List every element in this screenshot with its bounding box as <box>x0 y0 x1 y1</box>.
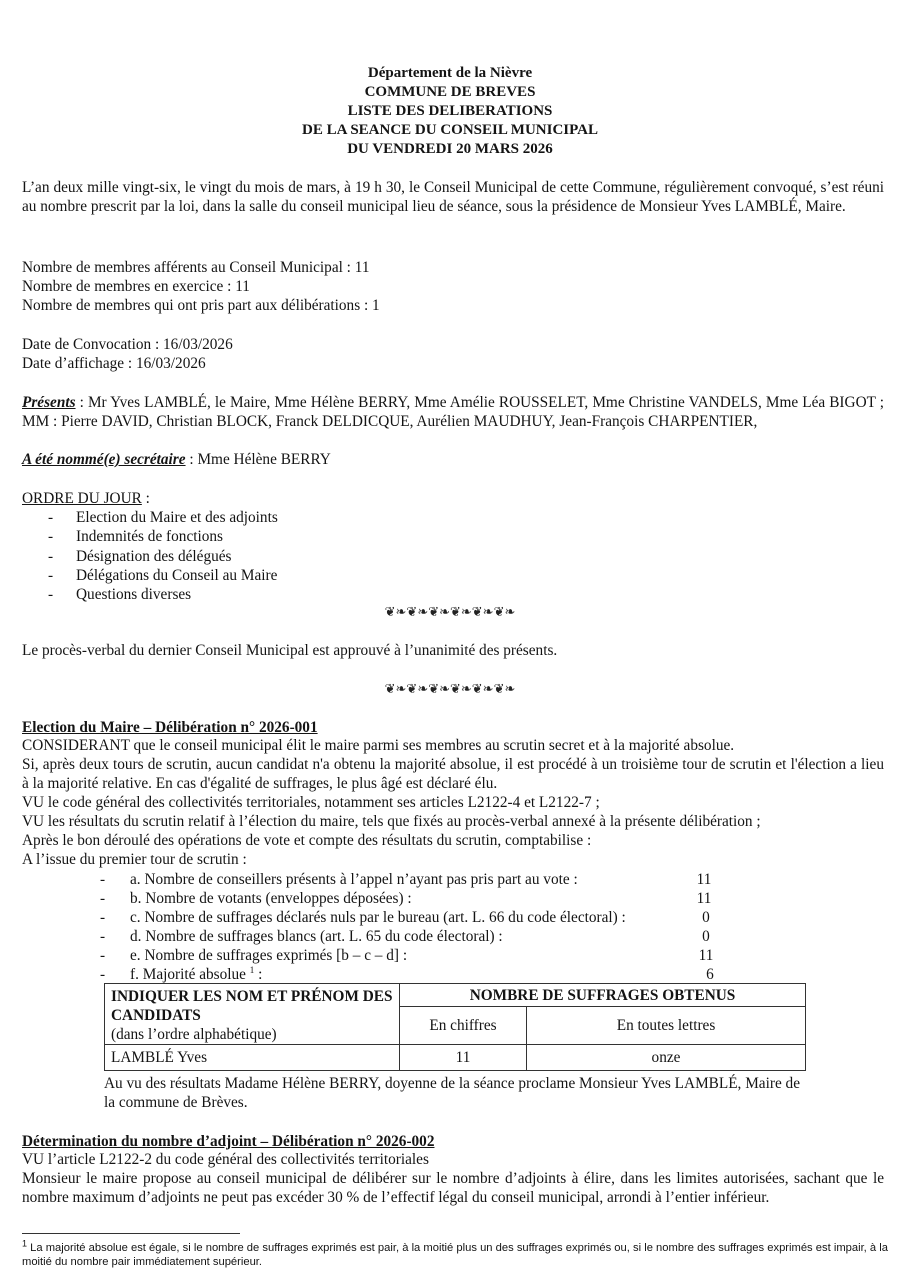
election-apres: Après le bon déroulé des opérations de vote et compte des résultats du scrutin, comptabilise : <box>22 832 592 849</box>
agenda-item-text: Désignation des délégués <box>76 547 232 565</box>
result-label: a. Nombre de conseillers présents à l’appel n’ayant pas pris part au vote : <box>130 871 578 888</box>
header-session: DE LA SEANCE DU CONSEIL MUNICIPAL <box>301 122 599 138</box>
result-label <box>130 965 262 984</box>
footnote-text: La majorité absolue est égale, si le nombre de suffrages exprimés est pair, à la moitié plus un des suffrages exprimés ou, si le nombre des suffrages exprimés est impair, à la moitié du nombre pair immédiatement supérieur. <box>22 1242 888 1268</box>
result-row <box>100 908 740 927</box>
election-considerant: CONSIDERANT que le conseil municipal élit le maire parmi ses membres au scrutin secret et à la majorité absolue. <box>22 737 735 754</box>
agenda-item <box>22 508 884 527</box>
agenda-item <box>22 527 884 546</box>
election-rules: Si, après deux tours de scrutin, aucun candidat n'a obtenu la majorité absolue, il est procédé à un troisième tour de scrutin et l'élection a lieu à la majorité relative. En cas d'égalité de suffrages, le plus âgé est déclaré élu. <box>22 756 884 792</box>
lettres-header: En toutes lettres <box>527 1007 806 1045</box>
agenda-dash: - <box>48 586 54 604</box>
presents-text: : Mr Yves LAMBLÉ, le Maire, Mme Hélène BERRY, Mme Amélie ROUSSELET, Mme Christine VANDELS, Mme Léa BIGOT ; MM : Pierre DAVID, Christian BLOCK, Franck DELDICQUE, Aurélien MAUDHUY, Jean-François CHARPENTIER, <box>22 394 884 430</box>
date-convocation: Date de Convocation : 16/03/2026 <box>22 336 233 353</box>
result-dash: - <box>100 947 106 964</box>
votes-header: NOMBRE DE SUFFRAGES OBTENUS <box>400 984 806 1007</box>
result-value: 11 <box>696 890 712 907</box>
footnote <box>22 1238 888 1269</box>
result-dash: - <box>100 966 106 983</box>
result-value: 11 <box>696 871 712 888</box>
agenda-dash: - <box>48 566 54 584</box>
candidate-votes-lettres: onze <box>527 1045 806 1071</box>
agenda-dash: - <box>48 547 54 565</box>
presents-paragraph <box>22 393 884 431</box>
header-department: Département de la Nièvre <box>367 65 533 81</box>
election-title: Election du Maire – Délibération n° 2026-001 <box>22 719 318 736</box>
election-body <box>22 736 884 869</box>
result-row <box>100 889 740 908</box>
agenda-item-text: Questions diverses <box>76 586 192 604</box>
candidate-votes-chiffres: 11 <box>400 1045 527 1071</box>
ornament-divider-icon: ❦❧❦❧❦❧❦❧❦❧❦❧ <box>384 604 516 619</box>
candidate-name: LAMBLÉ Yves <box>105 1045 400 1071</box>
result-dash: - <box>100 871 106 888</box>
candidates-table <box>104 983 806 1071</box>
header-list-title: LISTE DES DELIBERATIONS <box>347 103 553 119</box>
result-dash: - <box>100 909 106 926</box>
members-counts <box>22 258 884 315</box>
result-row <box>100 870 740 889</box>
ornament-divider-icon: ❦❧❦❧❦❧❦❧❦❧❦❧ <box>384 681 516 696</box>
secretary-text: : Mme Hélène BERRY <box>185 451 331 468</box>
agenda-item-text: Indemnités de fonctions <box>76 528 223 546</box>
result-dash: - <box>100 928 106 945</box>
header-date: DU VENDREDI 20 MARS 2026 <box>347 141 553 157</box>
result-label: c. Nombre de suffrages déclarés nuls par le bureau (art. L. 66 du code électoral) : <box>130 909 626 926</box>
table-row <box>105 1045 806 1071</box>
result-row <box>100 965 740 984</box>
result-row <box>100 927 740 946</box>
result-dash: - <box>100 890 106 907</box>
candidates-header-sub: (dans l’ordre alphabétique) <box>111 1026 277 1043</box>
election-conclusion: Au vu des résultats Madame Hélène BERRY, doyenne de la séance proclame Monsieur Yves LAMBLÉ, Maire de la commune de Brèves. <box>104 1075 800 1111</box>
result-label: e. Nombre de suffrages exprimés [b – c – d] : <box>130 947 408 964</box>
adjoints-body <box>22 1150 884 1207</box>
adjoints-vu: VU l’article L2122-2 du code général des collectivités territoriales <box>22 1151 429 1168</box>
agenda-item <box>22 566 884 585</box>
agenda-title-suffix: : <box>141 490 150 507</box>
members-part: Nombre de membres qui ont pris part aux délibérations : 1 <box>22 297 380 314</box>
result-value: 11 <box>698 947 714 964</box>
footnote-ref: 1 <box>249 964 255 975</box>
members-exercice: Nombre de membres en exercice : 11 <box>22 278 250 295</box>
agenda-dash: - <box>48 528 54 546</box>
election-vu-cgct: VU le code général des collectivités territoriales, notamment ses articles L2122-4 et L2122-7 ; <box>22 794 600 811</box>
adjoints-text: Monsieur le maire propose au conseil municipal de délibérer sur le nombre d’adjoints à élire, dans les limites autorisées, sachant que le nombre maximum d’adjoints ne peut pas excéder 30 % de l’effectif légal du conseil municipal, arrondi à l’entier inférieur. <box>22 1170 884 1206</box>
election-issue: A l’issue du premier tour de scrutin : <box>22 851 247 868</box>
members-afferents: Nombre de membres afférents au Conseil Municipal : 11 <box>22 259 370 276</box>
agenda-item-text: Election du Maire et des adjoints <box>76 509 278 526</box>
candidates-header: INDIQUER LES NOM ET PRÉNOM DES CANDIDATS <box>111 988 393 1024</box>
chiffres-header: En chiffres <box>400 1007 527 1045</box>
election-vu-results: VU les résultats du scrutin relatif à l’élection du maire, tels que fixés au procès-verbal annexé à la présente délibération ; <box>22 813 761 830</box>
agenda-title: ORDRE DU JOUR <box>22 490 142 507</box>
secretary-label: A été nommé(e) secrétaire <box>22 451 186 468</box>
result-row <box>100 946 740 965</box>
agenda-item <box>22 547 884 566</box>
footnote-mark: 1 <box>22 1238 28 1249</box>
result-label: d. Nombre de suffrages blancs (art. L. 65 du code électoral) : <box>130 928 503 945</box>
agenda-title-line <box>22 489 884 508</box>
date-affichage: Date d’affichage : 16/03/2026 <box>22 355 206 372</box>
presents-label: Présents <box>22 394 76 411</box>
result-label-suffix: : <box>254 966 263 983</box>
result-label: b. Nombre de votants (enveloppes déposées) : <box>130 890 412 907</box>
pv-approval: Le procès-verbal du dernier Conseil Municipal est approuvé à l’unanimité des présents. <box>22 642 558 659</box>
agenda-item-text: Délégations du Conseil au Maire <box>76 566 278 584</box>
result-value: 6 <box>706 966 714 983</box>
result-value: 0 <box>702 928 710 945</box>
agenda-dash: - <box>48 509 54 526</box>
footnote-divider <box>22 1233 240 1234</box>
header-commune: COMMUNE DE BREVES <box>364 84 536 100</box>
agenda <box>22 489 884 604</box>
intro-paragraph: L’an deux mille vingt-six, le vingt du mois de mars, à 19 h 30, le Conseil Municipal de cette Commune, régulièrement convoqué, s’est réuni au nombre prescrit par la loi, dans la salle du conseil municipal lieu de séance, sous la présidence de Monsieur Yves LAMBLÉ, Maire. <box>22 179 884 215</box>
result-label-text: f. Majorité absolue <box>130 966 246 983</box>
result-value: 0 <box>702 909 710 926</box>
adjoints-title: Détermination du nombre d’adjoint – Délibération n° 2026-002 <box>22 1133 435 1150</box>
secretary-line <box>22 450 884 469</box>
dates-block <box>22 335 884 373</box>
document-header <box>0 64 900 159</box>
candidates-header-cell <box>105 984 400 1045</box>
